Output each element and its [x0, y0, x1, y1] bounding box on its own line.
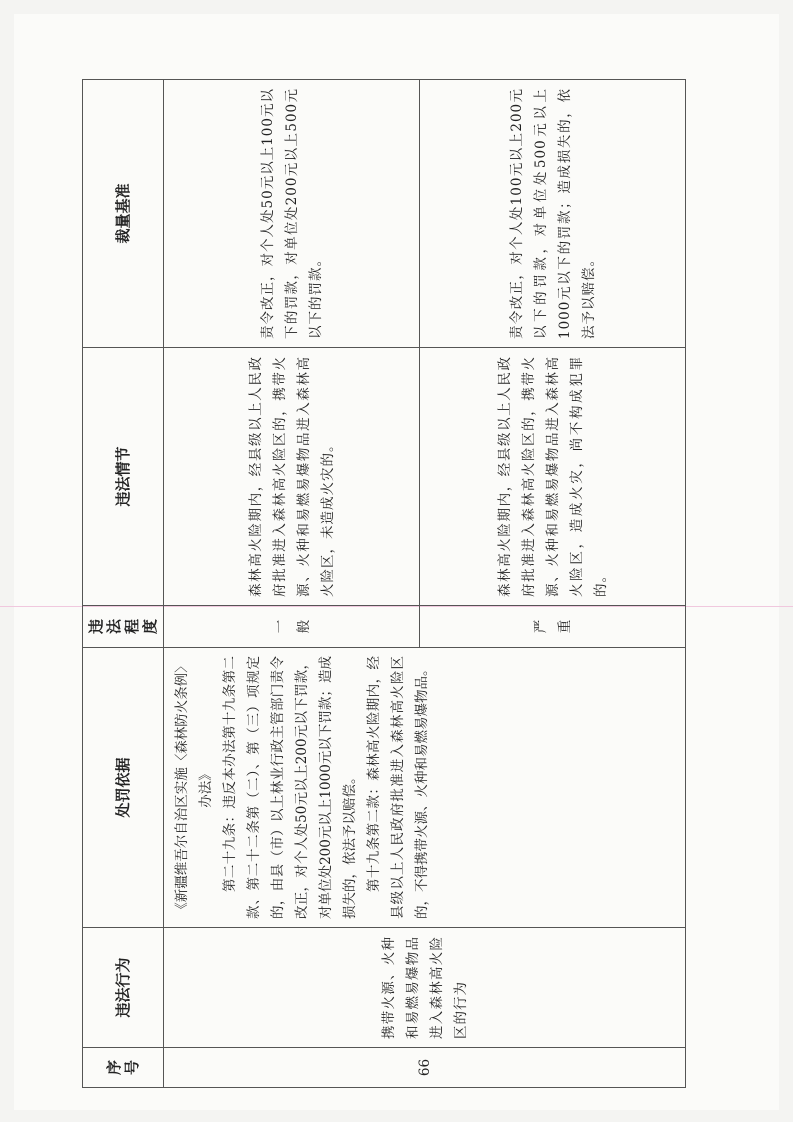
table-row: [164, 80, 420, 1088]
degree-serious: 严重: [420, 606, 686, 648]
header-basis: 处罚依据: [83, 648, 164, 928]
table-header-row: [83, 80, 164, 1088]
basis-paragraph-1: 第二十九条：违反本办法第十九条第二款、第二十二条第（二）、第（三）项规定的，由县（市）以上林业行政主管部门责令改正，对个人处50元以上200元以下罚款，对单位处200元以上1000元以下罚款；造成损失的，依法予以赔偿。: [222, 656, 358, 919]
header-degree: 违法程度: [83, 606, 164, 648]
header-standard: 裁量基准: [83, 80, 164, 348]
penalty-basis: [164, 648, 686, 928]
degree-general: 一般: [164, 606, 420, 648]
standard-general: 责令改正，对个人处50元以上100元以下的罚款，对单位处200元以上500元以下的罚款。: [164, 80, 420, 348]
standard-serious: 责令改正，对个人处100元以上200元以下的罚款，对单位处500元以上1000元以下的罚款；造成损失的，依法予以赔偿。: [420, 80, 686, 348]
basis-paragraph-2: 第十九条第二款：森林高火险期内，经县级以上人民政府批准进入森林高火险区的，不得携带火源、火种和易燃易爆物品。: [366, 656, 430, 919]
header-plot: 违法情节: [83, 348, 164, 606]
penalty-standard-table: [82, 79, 686, 1088]
plot-serious: 森林高火险期内，经县级以上人民政府批准进入森林高火险区的，携带火源、火种和易燃易爆物品进入森林高火险区，造成火灾，尚不构成犯罪的。: [420, 348, 686, 606]
row-number: 66: [164, 1048, 686, 1088]
basis-title: 《新疆维吾尔自治区实施〈森林防火条例〉办法》: [174, 659, 214, 916]
plot-general: 森林高火险期内，经县级以上人民政府批准进入森林高火险区的，携带火源、火种和易燃易爆物品进入森林高火险区，未造成火灾的。: [164, 348, 420, 606]
violation-act: 携带火源、火种和易燃易爆物品进入森林高火险区的行为: [164, 928, 686, 1048]
rotated-table-container: [82, 80, 650, 1088]
header-no: 序号: [83, 1048, 164, 1088]
header-act: 违法行为: [83, 928, 164, 1048]
